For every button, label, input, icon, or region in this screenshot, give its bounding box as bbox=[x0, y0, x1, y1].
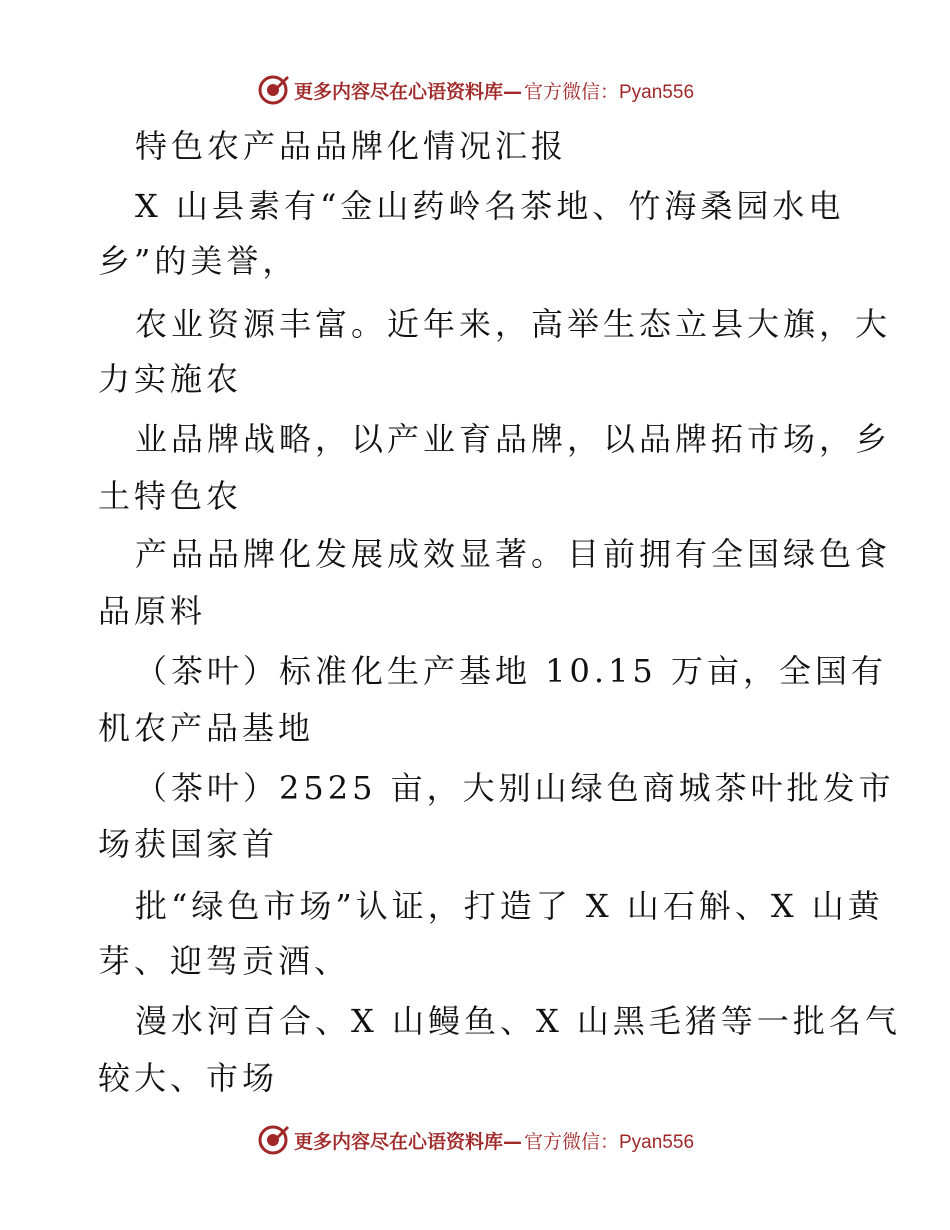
banner-wechat bbox=[524, 77, 694, 104]
banner-wechat bbox=[524, 1127, 694, 1154]
text-line: 产品品牌化发展成效显著。目前拥有全国绿色食 bbox=[135, 535, 892, 573]
pen-logo-icon bbox=[256, 1123, 290, 1157]
wechat-label: 官方微信： bbox=[523, 1130, 619, 1153]
wechat-label: 官方微信： bbox=[523, 80, 619, 103]
text-line: 芽、迎驾贡酒、 bbox=[98, 942, 351, 980]
footer-banner bbox=[0, 1120, 950, 1160]
text-line: X 山县素有“金山药岭名茶地、竹海桑园水电 bbox=[135, 187, 845, 225]
text-line: 品原料 bbox=[98, 592, 207, 630]
document-title: 特色农产品品牌化情况汇报 bbox=[135, 127, 568, 165]
text-line: 批“绿色市场”认证，打造了 X 山石斛、X 山黄 bbox=[135, 887, 884, 925]
text-line: 漫水河百合、X 山鳗鱼、X 山黑毛猪等一批名气 bbox=[135, 1002, 901, 1040]
text-line: 力实施农 bbox=[98, 360, 243, 398]
text-line: 农业资源丰富。近年来，高举生态立县大旗，大 bbox=[135, 305, 892, 343]
text-line: 场获国家首 bbox=[98, 825, 279, 863]
text-line: 较大、市场 bbox=[98, 1059, 279, 1097]
wechat-id: Pyan556 bbox=[619, 81, 695, 103]
text-line: 业品牌战略，以产业育品牌，以品牌拓市场，乡 bbox=[135, 420, 892, 458]
header-banner bbox=[0, 70, 950, 110]
pen-logo-icon bbox=[256, 73, 290, 107]
text-line: 土特色农 bbox=[98, 477, 243, 515]
wechat-id: Pyan556 bbox=[619, 1131, 695, 1153]
text-line: 乡”的美誉， bbox=[98, 242, 299, 280]
text-line: （茶叶）2525 亩，大别山绿色商城茶叶批发市 bbox=[135, 769, 895, 807]
banner-text: 更多内容尽在心语资料库— bbox=[293, 80, 522, 103]
banner-text: 更多内容尽在心语资料库— bbox=[293, 1130, 522, 1153]
text-line: 机农产品基地 bbox=[98, 709, 315, 747]
text-line: （茶叶）标准化生产基地 10.15 万亩，全国有 bbox=[135, 652, 887, 690]
